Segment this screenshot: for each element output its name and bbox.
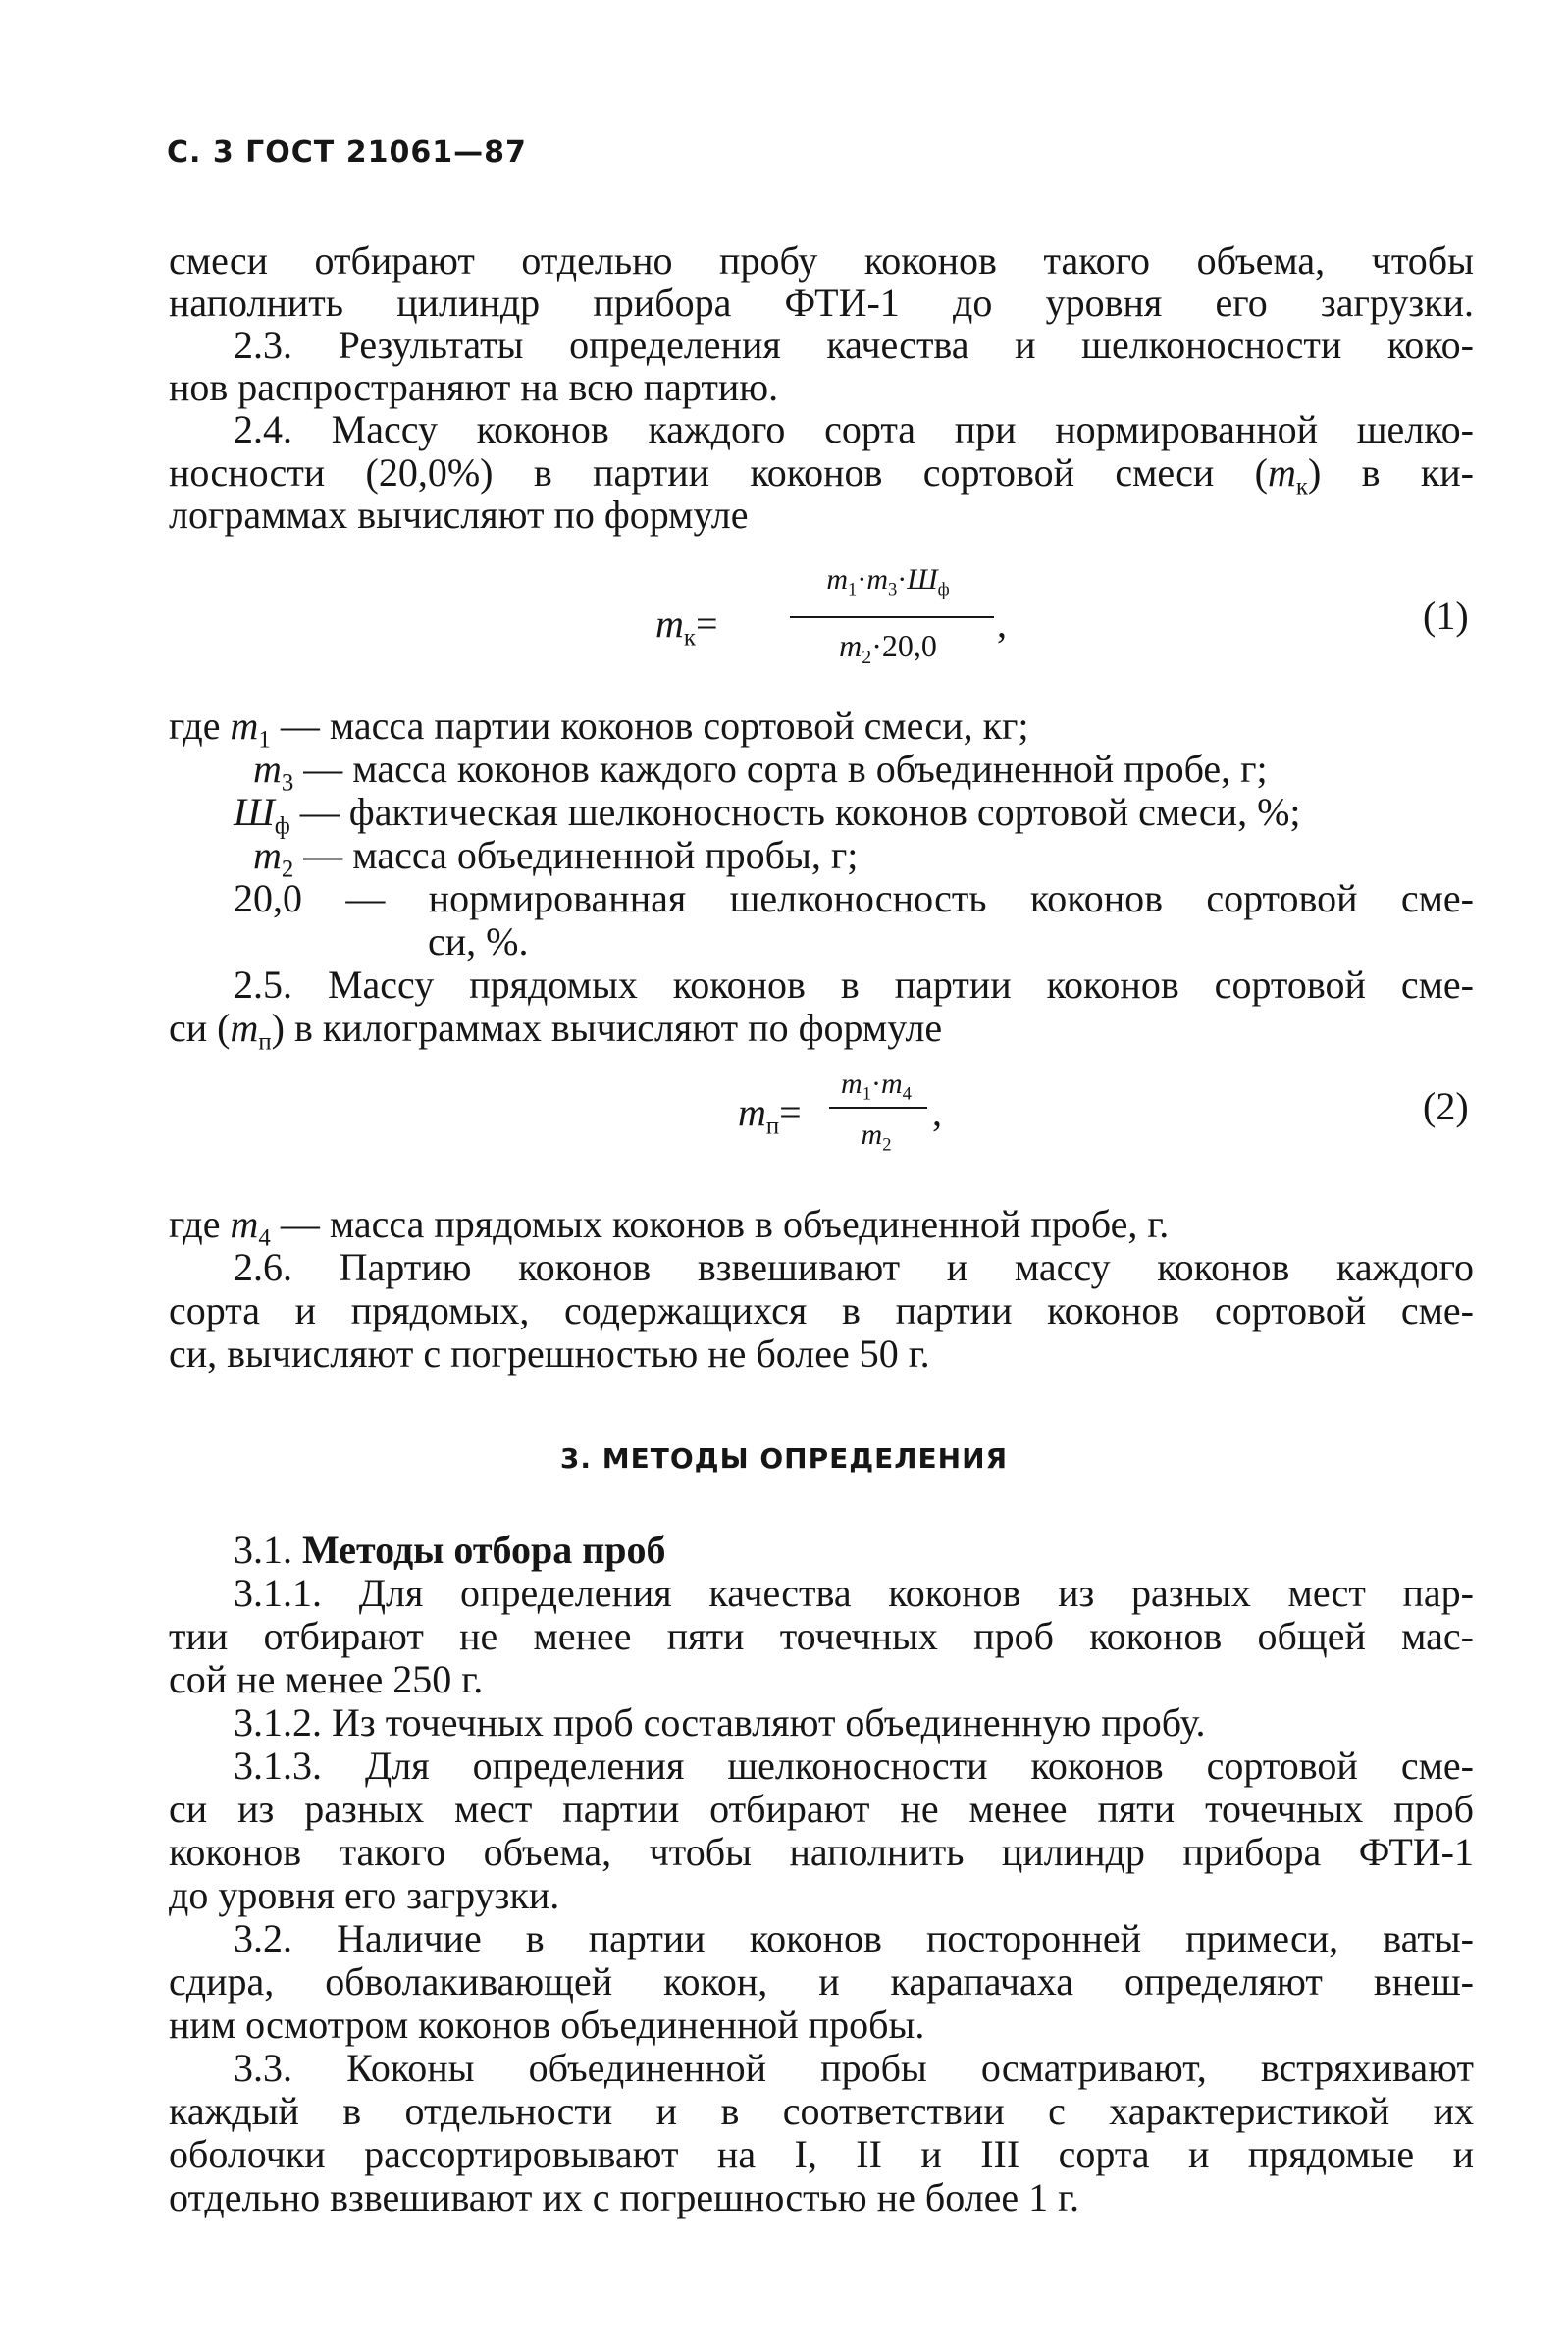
text-line: [169, 1007, 942, 1065]
text-line: каждый в отдельности и в соответствии с характеристикой их: [169, 2089, 1474, 2133]
formula-2-numerator: [822, 1067, 930, 1106]
formula-1-numerator: [785, 563, 991, 601]
formula-1-denominator: [785, 628, 991, 669]
symbol-m: m: [826, 563, 849, 596]
fraction-bar: [790, 616, 994, 618]
formula-2-denominator: [822, 1119, 930, 1157]
text-fragment: — масса партии коконов сортовой смеси, кг;: [270, 703, 1029, 748]
text-line: си, вычисляют с погрешностью не более 50 г.: [169, 1331, 930, 1376]
symbol-sh: Ш: [907, 563, 938, 596]
text-line: 3.2. Наличие в партии коконов посторонней примеси, ваты-: [234, 1916, 1474, 1960]
text-line: ним осмотром коконов объединенной пробы.: [169, 2003, 925, 2047]
text-fragment: — масса объединенной пробы, г;: [293, 833, 859, 877]
fraction-bar: [829, 1107, 927, 1109]
text-line: до уровня его загрузки.: [169, 1873, 560, 1917]
symbol-m: m: [841, 1067, 862, 1100]
symbol-subscript: 2: [281, 856, 294, 883]
symbol-subscript: п: [258, 1028, 272, 1056]
symbol-subscript: 4: [902, 1083, 912, 1105]
text-fragment: где: [169, 703, 231, 748]
denominator-constant: 20,0: [881, 628, 937, 663]
text-line: 2.4. Массу коконов каждого сорта при нормированной шелко-: [234, 407, 1474, 451]
text-line: смеси отбирают отдельно пробу коконов такого объема, чтобы: [169, 238, 1474, 283]
page-header: С. 3 ГОСТ 21061—87: [167, 135, 527, 170]
formula-comma: ,: [997, 601, 1007, 646]
text-fragment: си (: [169, 1006, 231, 1050]
where-item: си, %.: [428, 919, 529, 963]
text-line: наполнить цилиндр прибора ФТИ-1 до уровня его загрузки.: [169, 281, 1474, 325]
symbol-subscript: 4: [258, 1224, 271, 1252]
text-line: тии отбирают не менее пяти точечных проб коконов общей мас-: [169, 1614, 1474, 1658]
text-line: си из разных мест партии отбирают не менее пяти точечных проб: [169, 1787, 1474, 1831]
symbol-m: m: [866, 563, 888, 596]
symbol-subscript: 3: [887, 579, 898, 600]
text-fragment: носности (20,0%) в партии коконов сортовой смеси (: [169, 450, 1268, 495]
symbol-m: m: [253, 747, 282, 791]
equals-sign: =: [779, 1090, 802, 1134]
text-line: 2.3. Результаты определения качества и шелконосности коко-: [234, 323, 1474, 367]
text-line: лограммах вычисляют по формуле: [169, 493, 749, 537]
symbol-m: m: [230, 703, 259, 748]
symbol-subscript: 2: [862, 646, 872, 668]
text-line: 2.6. Партию коконов взвешивают и массу коконов каждого: [234, 1245, 1474, 1289]
equation-number: (2): [1423, 1084, 1469, 1128]
text-line: коконов такого объема, чтобы наполнить цилиндр прибора ФТИ-1: [169, 1830, 1474, 1874]
symbol-m: m: [253, 833, 282, 877]
text-line: отдельно взвешивают их с погрешностью не более 1 г.: [169, 2175, 1080, 2219]
symbol-m: m: [881, 1067, 903, 1100]
text-line: сорта и прядомых, содержащихся в партии коконов сортовой сме-: [169, 1288, 1474, 1332]
dot-operator: ·: [897, 563, 908, 596]
subsection-title: [234, 1529, 666, 1572]
symbol-m: m: [230, 1006, 259, 1050]
text-fragment: где: [169, 1202, 231, 1246]
text-line: оболочки рассортировывают на I, II и III сорта и прядомые и: [169, 2132, 1474, 2176]
symbol-subscript: 3: [281, 769, 294, 797]
text-fragment: ) в ки-: [1307, 450, 1474, 495]
formula-2-lhs: [738, 1089, 802, 1141]
symbol-subscript: 1: [848, 579, 858, 600]
text-fragment: ) в килограммах вычисляют по формуле: [271, 1006, 943, 1050]
formula-1-lhs: [655, 600, 718, 652]
symbol-m: m: [655, 601, 684, 646]
text-fragment: — масса коконов каждого сорта в объединенной пробе, г;: [293, 747, 1268, 791]
subsection-label: Методы отбора проб: [302, 1528, 666, 1572]
symbol-subscript: 1: [258, 726, 271, 754]
text-fragment: — фактическая шелконосность коконов сортовой смеси, %;: [289, 790, 1301, 834]
text-line: 3.1.3. Для определения шелконосности коконов сортовой сме-: [234, 1744, 1474, 1788]
text-line: 2.5. Массу прядомых коконов в партии коконов сортовой сме-: [234, 963, 1474, 1007]
symbol-subscript: ф: [274, 812, 290, 840]
text-line: нов распространяют на всю партию.: [169, 365, 779, 409]
subsection-number: 3.1.: [234, 1528, 302, 1572]
text-line: 3.1.1. Для определения качества коконов из разных мест пар-: [234, 1571, 1474, 1615]
symbol-m: m: [861, 1119, 883, 1151]
dot-operator: ·: [857, 563, 867, 596]
equals-sign: =: [695, 601, 718, 646]
symbol-m: m: [230, 1202, 259, 1246]
symbol-subscript: к: [1295, 473, 1308, 500]
text-line: сой не менее 250 г.: [169, 1657, 484, 1701]
symbol-subscript: п: [765, 1113, 780, 1140]
text-line: сдира, обволакивающей кокон, и карапачаха определяют внеш-: [169, 1959, 1474, 2004]
symbol-m: m: [1267, 450, 1296, 495]
dot-operator: ·: [871, 1067, 881, 1100]
symbol-subscript: 1: [862, 1083, 871, 1105]
symbol-subscript: 2: [882, 1134, 892, 1156]
dot-operator: ·: [871, 628, 882, 663]
equation-number: (1): [1423, 594, 1469, 638]
symbol-sh: Ш: [234, 790, 275, 834]
where-item: 20,0 — нормированная шелконосность коконов сортовой сме-: [234, 876, 1474, 920]
text-line: 3.3. Коконы объединенной пробы осматривают, встряхивают: [234, 2046, 1474, 2090]
symbol-subscript: ф: [937, 579, 950, 600]
symbol-subscript: к: [683, 624, 696, 651]
symbol-m: m: [839, 628, 862, 663]
section-title: 3. МЕТОДЫ ОПРЕДЕЛЕНИЯ: [559, 1442, 1009, 1475]
text-fragment: — масса прядомых коконов в объединенной пробе, г.: [270, 1202, 1170, 1246]
text-line: 3.1.2. Из точечных проб составляют объединенную пробу.: [234, 1700, 1206, 1744]
symbol-m: m: [738, 1090, 766, 1134]
formula-comma: ,: [932, 1090, 942, 1134]
